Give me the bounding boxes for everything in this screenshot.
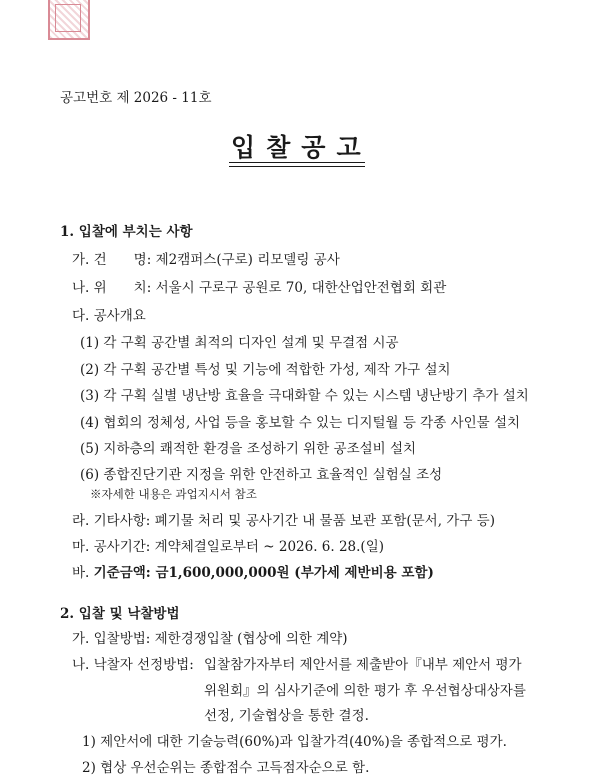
- item-project-name: [72, 248, 340, 268]
- item-construction-period: 마. 공사기간: 계약체결일로부터 ~ 2026. 6. 28.(일): [72, 539, 385, 555]
- official-seal-stamp: [48, 0, 90, 40]
- notice-number: 공고번호 제 2026 - 11호: [60, 90, 212, 106]
- item-bidding-method: 가. 입찰방법: 제한경쟁입찰 (협상에 의한 계약): [72, 631, 348, 647]
- evaluation-item-1: 1) 제안서에 대한 기술능력(60%)과 입찰가격(40%)을 종합적으로 평가.: [82, 734, 507, 750]
- item-base-amount-prefix: 바.: [72, 565, 90, 581]
- overview-item-1: (1) 각 구획 공간별 최적의 디자인 설계 및 무결점 시공: [80, 335, 399, 351]
- item-project-name-label: 가. 건 명:: [72, 252, 152, 268]
- item-project-name-value: 제2캠퍼스(구로) 리모델링 공사: [155, 252, 340, 268]
- title-underline-top: [229, 162, 365, 163]
- overview-item-5: (5) 지하층의 쾌적한 환경을 조성하기 위한 공조설비 설치: [80, 441, 417, 457]
- item-location-label: 나. 위 치:: [72, 280, 152, 296]
- document-title: 입찰공고: [231, 133, 372, 162]
- item-location: [72, 276, 446, 296]
- overview-note: ※자세한 내용은 과업지시서 참조: [90, 487, 257, 501]
- item-base-amount-value: 기준금액: 금1,600,000,000원 (부가세 제반비용 포함): [93, 565, 434, 581]
- selection-method-line-2: 위원회』의 심사기준에 의한 평가 후 우선협상대상자를: [204, 683, 526, 699]
- selection-method-line-1: 입찰참가자부터 제안서를 제출받아『내부 제안서 평가: [204, 657, 522, 673]
- official-seal-inner: [55, 4, 81, 32]
- section2-heading: 2. 입찰 및 낙찰방법: [60, 606, 180, 622]
- section1-heading: 1. 입찰에 부치는 사항: [60, 224, 193, 240]
- item-other-matters: 라. 기타사항: 폐기물 처리 및 공사기간 내 물품 보관 포함(문서, 가구 등): [72, 513, 495, 529]
- evaluation-item-2: 2) 협상 우선순위는 종합점수 고득점자순으로 함.: [82, 760, 370, 776]
- item-overview-label: 다. 공사개요: [72, 308, 146, 324]
- overview-item-2: (2) 각 구획 공간별 특성 및 기능에 적합한 가성, 제작 가구 설치: [80, 362, 451, 378]
- overview-item-4: (4) 협회의 정체성, 사업 등을 홍보할 수 있는 디지털월 등 각종 사인물 설치: [80, 415, 521, 431]
- selection-method-line-3: 선정, 기술협상을 통한 결정.: [204, 708, 369, 724]
- item-location-value: 서울시 구로구 공원로 70, 대한산업안전협회 회관: [155, 280, 447, 296]
- overview-item-6: (6) 종합진단기관 지정을 위한 안전하고 효율적인 실험실 조성: [80, 467, 443, 483]
- title-underline-bottom: [229, 166, 365, 167]
- overview-item-3: (3) 각 구획 실별 냉난방 효율을 극대화할 수 있는 시스템 냉난방기 추가 설치: [80, 388, 529, 404]
- item-base-amount: [72, 561, 434, 581]
- item-selection-method-label: 나. 낙찰자 선정방법:: [72, 657, 194, 673]
